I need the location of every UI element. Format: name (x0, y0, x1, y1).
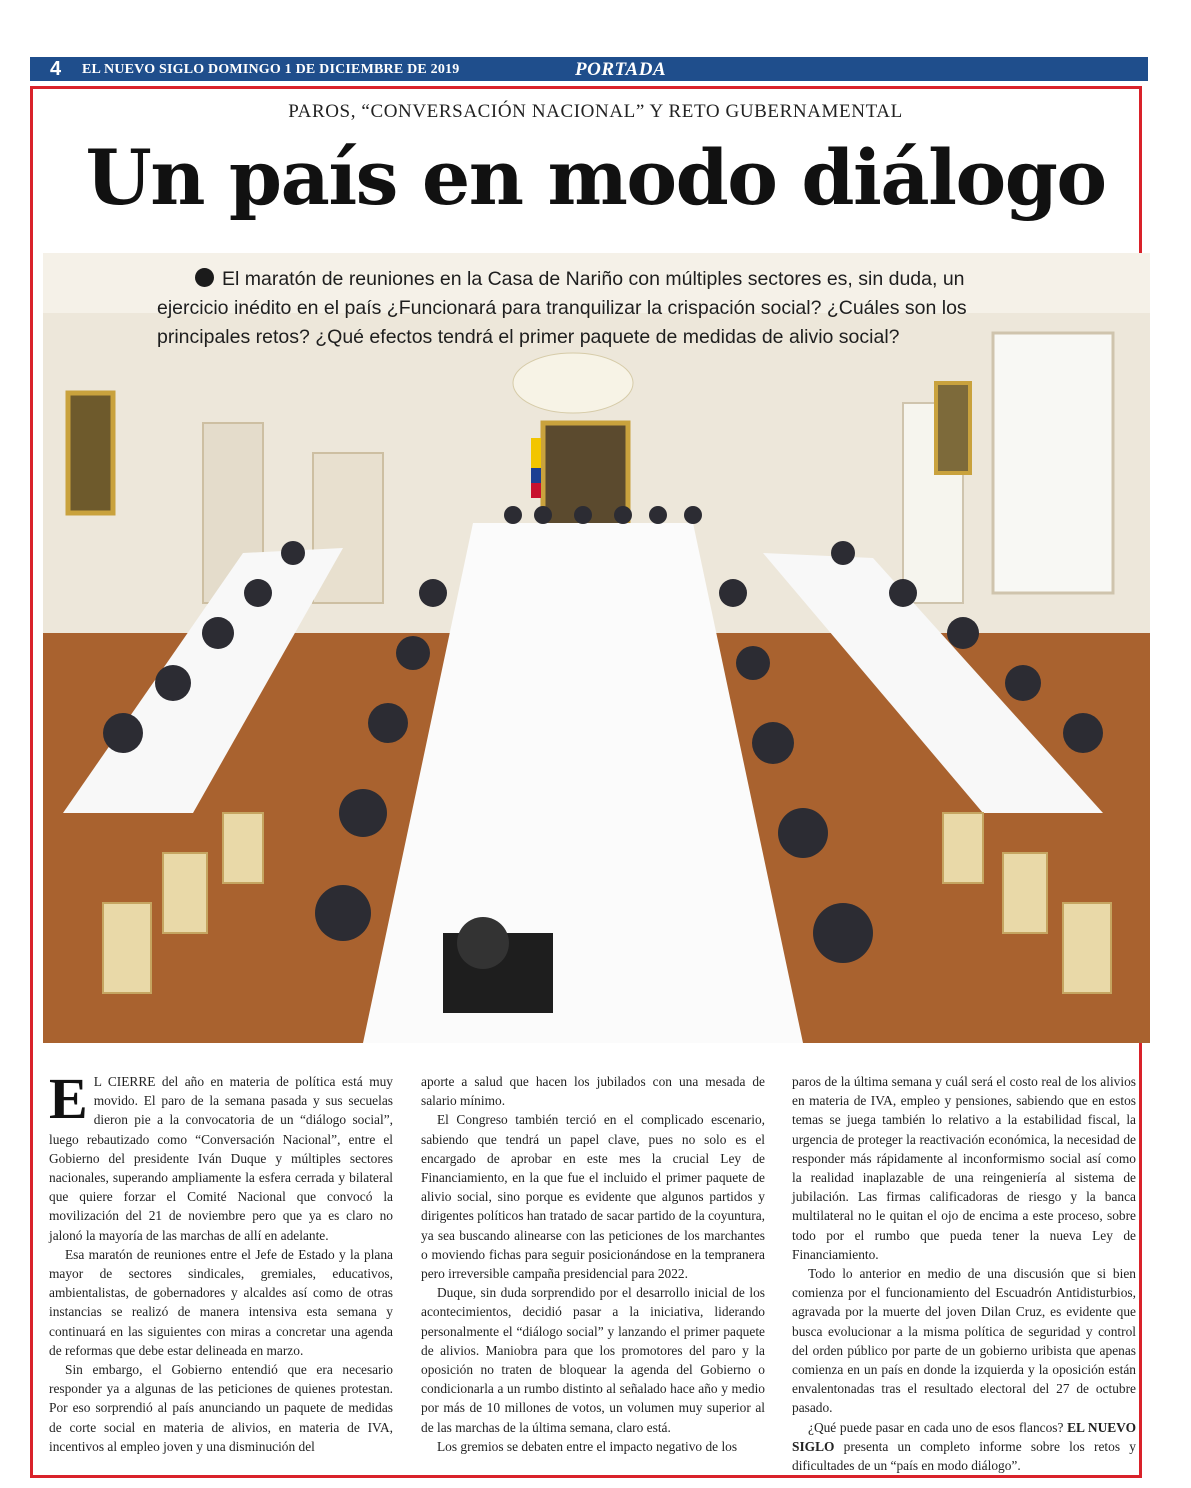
col1-paragraph-1 (49, 1066, 393, 1245)
col2-paragraph-4: Los gremios se debaten entre el impacto negativo de los (437, 1438, 738, 1454)
col3-paragraph-3 (792, 1418, 1136, 1476)
col3-p3-end: presenta un completo informe sobre los retos y dificultades de un “país en modo diálogo”. (792, 1438, 1136, 1474)
col3-paragraph-1: paros de la última semana y cuál será el costo real de los alivios en materia de IVA, empleo y pensiones, sabiendo que en estos temas se juega también lo relativo a la estabilidad fiscal, la urgencia de proteger la reactivación económica, la necesidad de responder más rápidamente al inconformismo social así como la realidad inaplazable de una reingeniería al sistema de jubilación. Las firmas calificadoras de riesgo y la banca multilateral no le quitan el ojo de encima a este proceso, sobre todo por el rumbo que pueda tener la nueva Ley de Financiamiento. (792, 1074, 1136, 1262)
page-header-bar (30, 57, 1148, 81)
drop-cap: E (49, 1066, 88, 1131)
paper-date-line: EL NUEVO SIGLO DOMINGO 1 DE DICIEMBRE DE 2019 (82, 62, 460, 77)
col2-paragraph-2: El Congreso también terció en el complicado escenario, sabiendo que tendrá un papel clave, pues no solo es el encargado de aprobar en este mes la crucial Ley de Financiamiento, en la que fue el incluido el primer paquete de alivio social, sino porque es evidente que algunos partidos y dirigentes políticos han tratado de sacar partido de la coyuntura, ya sea buscando alinearse con las peticiones de los marchantes o moviendo fichas para seguir posicionándose en la tempranera pero irreversible campaña presidencial para 2022. (421, 1112, 765, 1282)
bullet-icon (195, 268, 214, 287)
article-column-3 (792, 1072, 1136, 1475)
col1-paragraph-3: Sin embargo, el Gobierno entendió que era necesario responder ya a algunas de las peticiones de quienes protestan. Por eso sorprendió al país anunciando un paquete de medidas de corte social en materia de alivios, en materia de IVA, incentivos al empleo joven y una disminución del (49, 1362, 393, 1454)
deck-body: El maratón de reuniones en la Casa de Nariño con múltiples sectores es, sin duda, un ejercicio inédito en el país ¿Funcionará para tranquilizar la crispación social? ¿Cuáles son los principales retos? ¿Qué efectos tendrá el primer paquete de medidas de alivio social? (157, 268, 967, 348)
col2-paragraph-3: Duque, sin duda sorprendido por el desarrollo inicial de los acontecimientos, decidió pasar a la iniciativa, liderando personalmente el “diálogo social” y lanzando el primer paquete de alivios. Maniobra para que los promotores del paro y la oposición no traten de bloquear la agenda del Gobierno o condicionarla a un rumbo distinto al señalado hace año y medio por más de 10 millones de votos, un volumen muy superior al de las marchas de la última semana, claro está. (421, 1285, 765, 1435)
deck-text (157, 265, 992, 352)
col1-p1-text: del año en materia de política está muy movido. El paro de la semana pasada y sus secuelas dieron pie a la convocatoria de un “diálogo social”, luego rebautizado como “Conversación Nacional”, entre el Gobierno del presidente Iván Duque y múltiples sectores nacionales, superando ampliamente la esfera cerrada y bilateral que quiere forzar el Comité Nacional que convocó la movilización del 21 de noviembre pero que ya es claro no jalonó la mayoría de las marchas de allí en adelante. (49, 1074, 393, 1243)
col2-paragraph-1: aporte a salud que hacen los jubilados con una mesada de salario mínimo. (421, 1074, 765, 1109)
meeting-room-photo (43, 253, 1150, 1043)
headline: Un país en modo diálogo (85, 133, 1106, 222)
article-column-1 (49, 1066, 393, 1456)
photo-illustration (43, 253, 1150, 1043)
article-column-2 (421, 1072, 765, 1456)
kicker: PAROS, “CONVERSACIÓN NACIONAL” Y RETO GUBERNAMENTAL (288, 101, 903, 122)
section-label: PORTADA (575, 59, 667, 80)
col1-paragraph-2: Esa maratón de reuniones entre el Jefe de Estado y la plana mayor de sectores sindicales, gremiales, educativos, ambientalistas, de gobernadores y alcaldes así como de otras instancias se realizó de manera intensiva esta semana y continuará en las siguientes con miras a concretar una agenda de reformas que debe estar delineada en marzo. (49, 1246, 393, 1358)
lead-in: L CIERRE (93, 1074, 156, 1089)
col3-p3-start: ¿Qué puede pasar en cada uno de esos flancos? (808, 1419, 1068, 1435)
page-number: 4 (50, 58, 62, 80)
paper-name-ref: EL NUEVO SIGLO (792, 1419, 1136, 1454)
col3-paragraph-2: Todo lo anterior en medio de una discusión que si bien comienza por el funcionamiento del Escuadrón Antidisturbios, agravada por la muerte del joven Dilan Cruz, es evidente que busca evolucionar a la misma política de seguridad y control del orden público por parte de un gobierno uribista que apenas comienza en un país en donde la izquierda y la oposición están envalentonadas tras el resultado electoral del 27 de octubre pasado. (792, 1266, 1136, 1416)
